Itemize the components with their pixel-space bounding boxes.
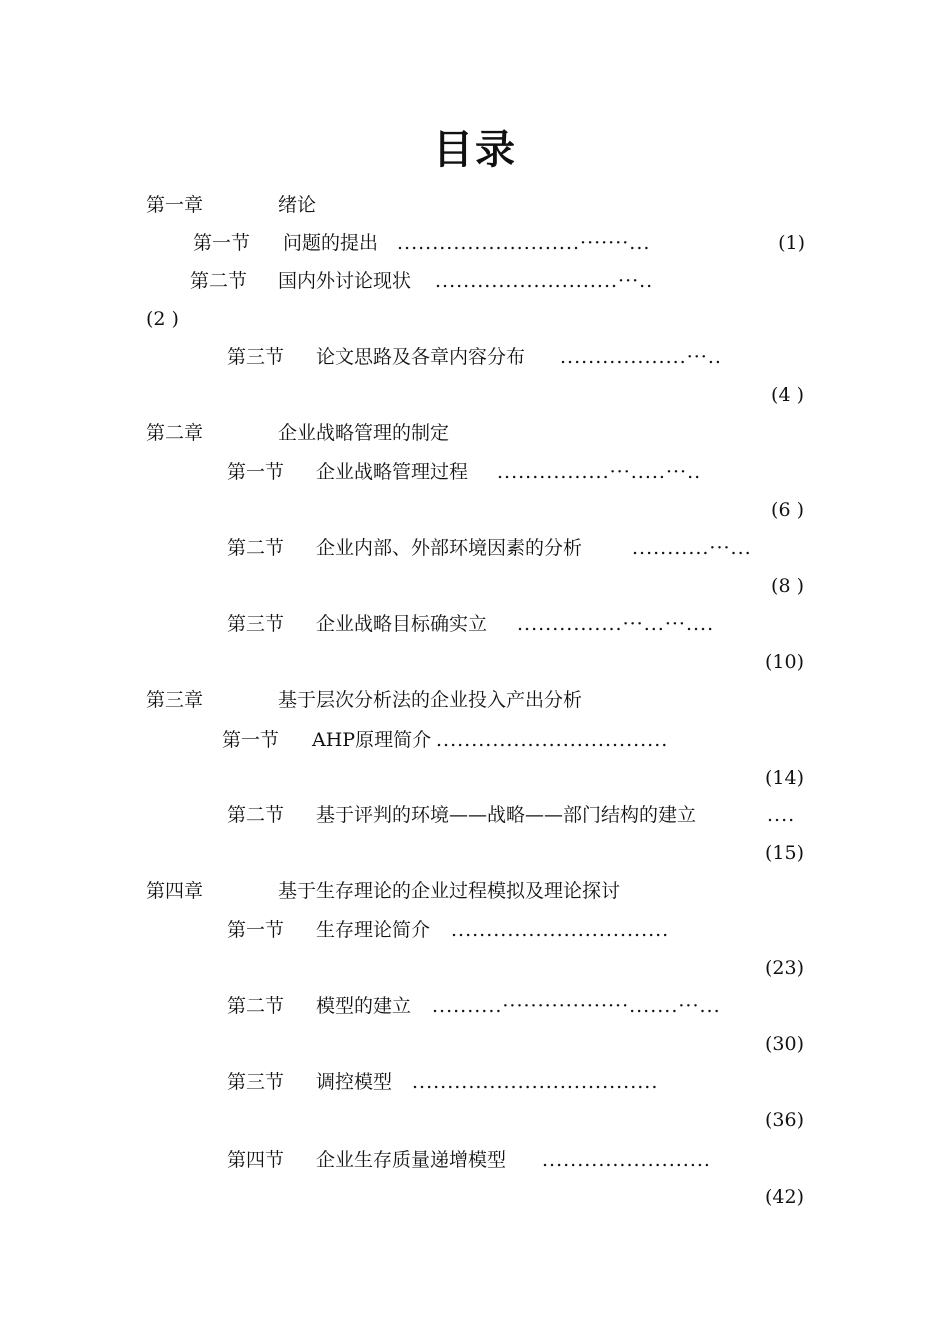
toc-title: 企业战略管理过程 — [316, 461, 469, 483]
toc-title: 企业生存质量递增模型 — [316, 1149, 507, 1171]
toc-title: 问题的提出 — [283, 232, 379, 254]
toc-page: (1) — [778, 232, 805, 254]
toc-title: 论文思路及各章内容分布 — [316, 346, 526, 368]
toc-page-4-2: (30) — [764, 1033, 804, 1055]
toc-leader: ............................... — [451, 919, 670, 941]
toc-chapter-1[interactable] — [146, 191, 806, 219]
toc-title: 基于层次分析法的企业投入产出分析 — [278, 689, 583, 711]
toc-label: 第二章 — [146, 422, 204, 444]
toc-section-4-4[interactable] — [227, 1146, 807, 1174]
toc-leader: ..........................·······... — [397, 232, 651, 254]
toc-section-3-2[interactable] — [227, 801, 807, 829]
toc-leader: ...............···...···.... — [517, 613, 715, 635]
toc-leader: ...........···... — [632, 537, 752, 559]
toc-title: 基于评判的环境——战略——部门结构的建立 — [316, 804, 697, 826]
toc-label: 第三节 — [227, 613, 285, 635]
toc-label: 第二节 — [227, 537, 285, 559]
toc-section-2-1[interactable] — [227, 458, 807, 486]
toc-label: 第一节 — [227, 919, 285, 941]
toc-title: 基于生存理论的企业过程模拟及理论探讨 — [278, 880, 621, 902]
toc-label: 第二节 — [227, 804, 285, 826]
toc-section-2-2[interactable] — [227, 534, 807, 562]
page-title: 目录 — [433, 127, 517, 173]
toc-label: 第三节 — [227, 1071, 285, 1093]
toc-chapter-3[interactable] — [146, 686, 806, 714]
toc-section-1-1[interactable] — [193, 229, 805, 257]
toc-page-3-2: (15) — [764, 842, 804, 864]
toc-title: 绪论 — [278, 194, 317, 216]
toc-page-3-1: (14) — [764, 767, 804, 789]
toc-title: 生存理论简介 — [316, 919, 431, 941]
toc-page-2-1: (6 ) — [771, 499, 804, 521]
toc-title: 企业内部、外部环境因素的分析 — [316, 537, 583, 559]
toc-section-1-2[interactable] — [190, 267, 810, 295]
toc-title: 国内外讨论现状 — [278, 270, 412, 292]
toc-section-4-1[interactable] — [227, 916, 807, 944]
toc-page-2-3: (10) — [764, 651, 804, 673]
toc-section-4-3[interactable] — [227, 1068, 807, 1096]
toc-label: 第四节 — [227, 1149, 285, 1171]
toc-leader: ................................. — [436, 729, 669, 751]
toc-title: 企业战略管理的制定 — [278, 422, 450, 444]
toc-title: AHP原理简介 — [312, 729, 432, 751]
toc-page-2-2: (8 ) — [771, 575, 804, 597]
toc-page-4-1: (23) — [764, 957, 804, 979]
toc-page-1-3: (4 ) — [771, 384, 804, 406]
toc-section-3-1[interactable] — [222, 726, 807, 754]
toc-label: 第二节 — [190, 270, 248, 292]
toc-chapter-4[interactable] — [146, 877, 806, 905]
toc-label: 第一节 — [227, 461, 285, 483]
toc-label: 第一章 — [146, 194, 204, 216]
toc-label: 第四章 — [146, 880, 204, 902]
toc-leader: ..........................···.. — [435, 270, 654, 292]
toc-chapter-2[interactable] — [146, 419, 806, 447]
toc-leader: ..........··················.......···... — [432, 995, 721, 1017]
toc-label: 第二节 — [227, 995, 285, 1017]
toc-section-4-2[interactable] — [227, 992, 807, 1020]
toc-leader: ..................···.. — [560, 346, 722, 368]
toc-page-4-4: (42) — [764, 1186, 804, 1208]
toc-leader: ................................... — [412, 1071, 659, 1093]
toc-leader: ........................ — [542, 1149, 711, 1171]
toc-label: 第三章 — [146, 689, 204, 711]
toc-label: 第三节 — [227, 346, 285, 368]
toc-page-4-3: (36) — [764, 1109, 804, 1131]
toc-title: 模型的建立 — [316, 995, 412, 1017]
toc-leader: .... — [767, 804, 796, 826]
toc-section-1-3[interactable] — [227, 343, 807, 371]
toc-section-2-3[interactable] — [227, 610, 807, 638]
toc-label: 第一节 — [222, 729, 280, 751]
toc-label: 第一节 — [193, 232, 251, 254]
toc-leader: ................···.....···.. — [497, 461, 702, 483]
toc-title: 企业战略目标确实立 — [316, 613, 488, 635]
toc-title: 调控模型 — [316, 1071, 393, 1093]
toc-page-1-2: (2 ) — [146, 308, 179, 330]
